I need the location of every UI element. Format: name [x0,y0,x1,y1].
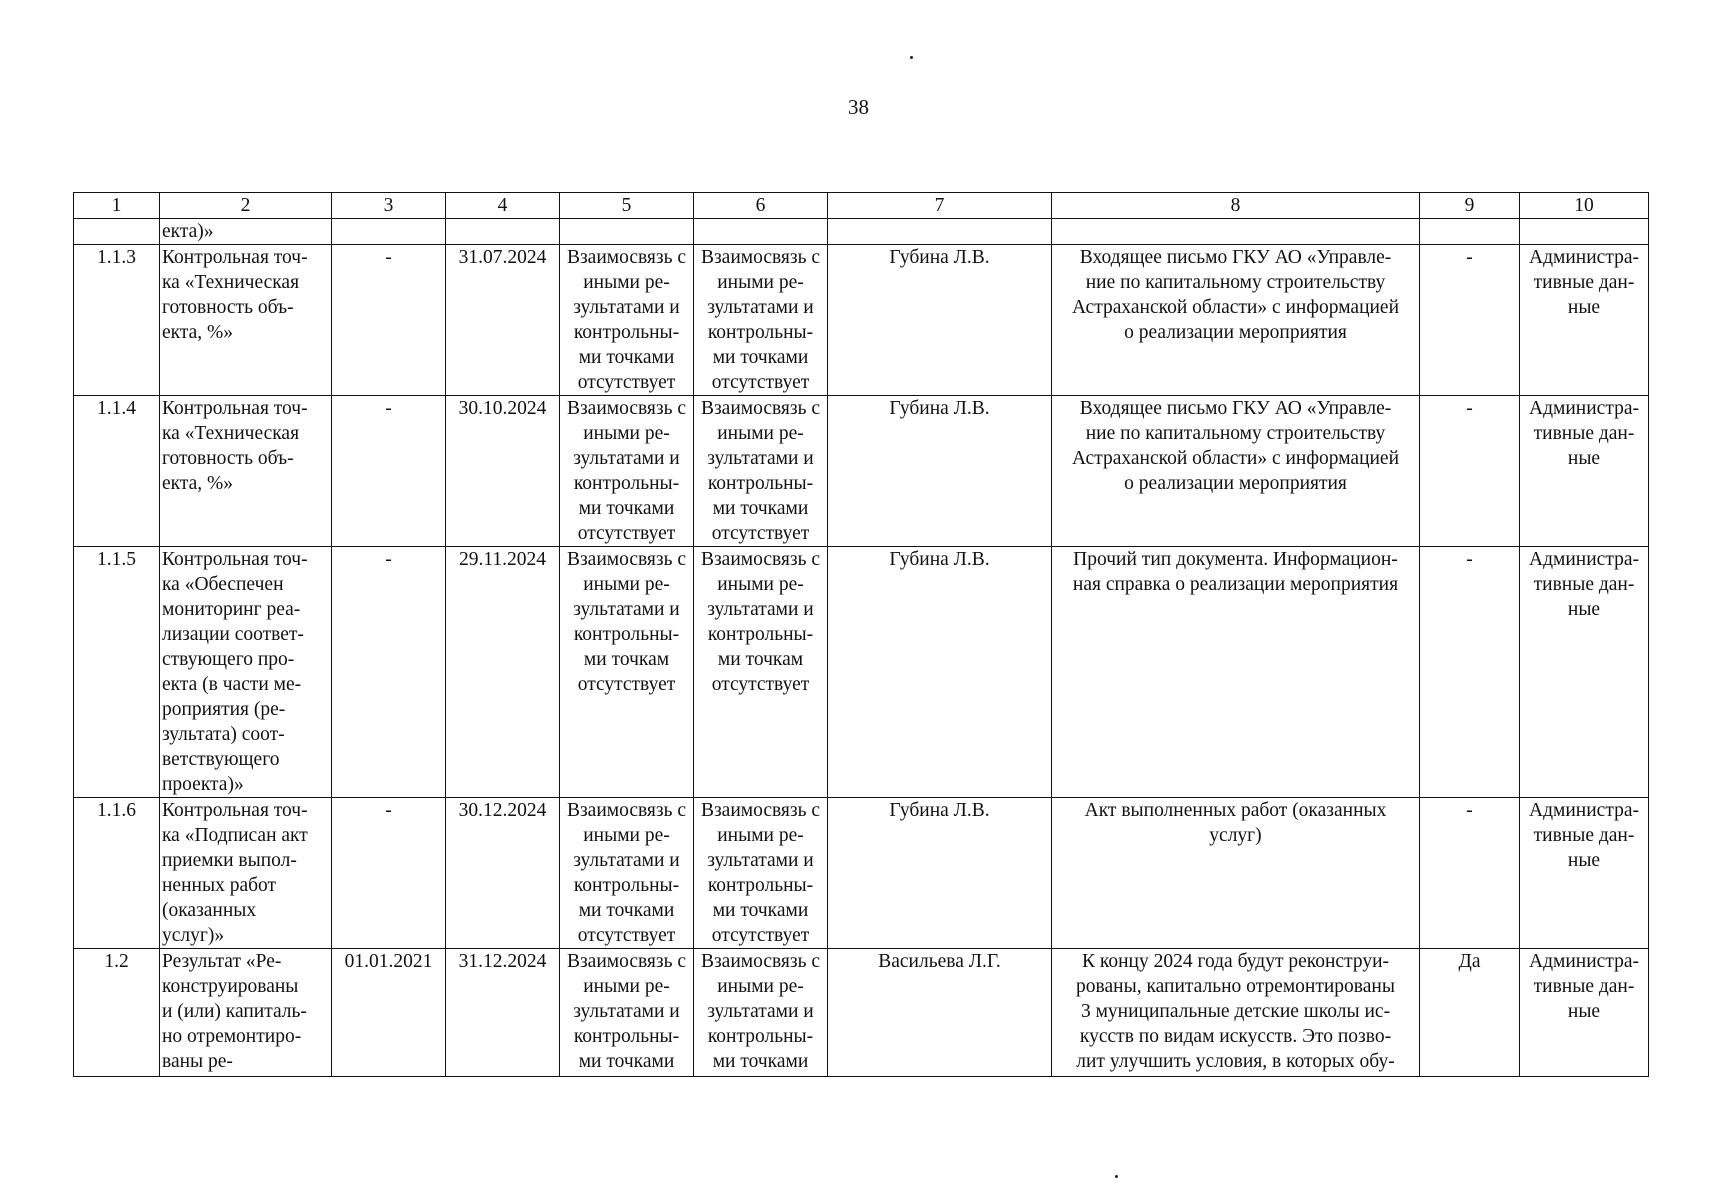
document-type-line: рованы, капитально отремонтированы [1076,976,1395,997]
header-cell: 4 [446,193,560,219]
table-row [74,949,1649,1077]
relation-prev-line: Взаимосвязь с [566,800,687,821]
event-name-line: готовность объ- [162,297,294,318]
document-type [1052,396,1420,547]
relation-prev-line: контрольны- [573,1026,680,1047]
header-cell: 2 [160,193,332,219]
responsible: Васильева Л.Г. [828,949,1052,1077]
event-name [160,949,332,1077]
scan-speck [1115,1175,1118,1178]
relation-next-line: иными ре- [717,574,804,595]
relation-prev-line: Взаимосвязь с [566,247,687,268]
start-date: - [332,396,446,547]
relation-prev-line: ми точкам [583,649,670,670]
relation-prev-line: ми точками [578,347,675,368]
data-source-line: ные [1567,850,1601,871]
relation-next-line: отсутствует [711,925,810,946]
event-name-line: лизации соответ- [162,624,304,645]
event-name-line: услуг)» [162,925,225,946]
header-row [74,193,1649,219]
table-row [74,798,1649,949]
relation-next-line: иными ре- [717,272,804,293]
relation-prev-line: ми точками [578,900,675,921]
data-source-line: тивные дан- [1533,423,1635,444]
event-name-line: ка «Обеспечен [162,574,284,595]
end-date: 30.12.2024 [446,798,560,949]
document-type [1052,798,1420,949]
page-number: 38 [848,95,869,119]
start-date: - [332,245,446,396]
relation-prev-line: отсутствует [577,925,676,946]
relation-prev-line: зультатами и [573,1001,680,1022]
relation-prev-line: контрольны- [573,322,680,343]
relation-next-line: ми точками [712,498,809,519]
relation-prev-line: иными ре- [583,423,670,444]
event-name-line: екта, %» [162,322,234,343]
relation-next-line: контрольны- [707,875,814,896]
data-source-line: Администра- [1529,549,1639,570]
relation-prev-line: контрольны- [573,624,680,645]
relation-next-line: контрольны- [707,473,814,494]
row-number: 1.1.5 [74,547,160,798]
relation-next-line: контрольны- [707,624,814,645]
document-type-line: Астраханской области» с информацией [1071,448,1400,469]
relation-next-line: зультатами и [707,448,814,469]
relation-prev-line: зультатами и [573,599,680,620]
table-row [74,547,1649,798]
event-name-line: Контрольная точ- [162,398,308,419]
event-name-line: ка «Техническая [162,423,300,444]
event-name-line: ненных работ [162,875,277,896]
relation-next-line: Взаимосвязь с [700,951,821,972]
event-name-line: екта (в части ме- [162,674,302,695]
document-type-line: 3 муниципальные детские школы ис- [1080,1001,1391,1022]
data-source-line: тивные дан- [1533,825,1635,846]
document-type-line: о реализации мероприятия [1124,322,1347,343]
relation-prev-line: отсутствует [577,674,676,695]
relation-prev-line: ми точками [578,1051,675,1072]
relation-next-line: Взаимосвязь с [700,247,821,268]
relation-next-line: зультатами и [707,850,814,871]
relation-next-line: контрольны- [707,322,814,343]
document-type-line: Прочий тип документа. Информацион- [1073,549,1398,570]
event-name-line: зультата) соот- [162,724,285,745]
relation-next-line: контрольны- [707,1026,814,1047]
responsible: Губина Л.В. [828,547,1052,798]
event-name [160,396,332,547]
event-name-line: ка «Техническая [162,272,300,293]
document-type-line: ние по капитальному строительству [1085,272,1386,293]
relation-next-line: ми точками [712,347,809,368]
relation-prev [560,245,694,396]
flag: - [1420,547,1520,798]
event-name-line: и (или) капиталь- [162,1001,307,1022]
start-date: - [332,547,446,798]
flag: - [1420,245,1520,396]
relation-next-line: Взаимосвязь с [700,398,821,419]
data-source [1520,396,1649,547]
row-number: 1.1.6 [74,798,160,949]
event-name-line: готовность объ- [162,448,294,469]
relation-next-line: зультатами и [707,599,814,620]
data-source-line: ные [1567,448,1601,469]
relation-next-line: ми точками [712,900,809,921]
header-cell: 6 [694,193,828,219]
header-cell: 3 [332,193,446,219]
data-source-line: Администра- [1529,398,1639,419]
relation-next-line: зультатами и [707,1001,814,1022]
event-name [160,798,332,949]
document-type-line: Входящее письмо ГКУ АО «Управле- [1079,398,1392,419]
relation-next-line: отсутствует [711,372,810,393]
header-cell: 1 [74,193,160,219]
document-type-line: ная справка о реализации мероприятия [1072,574,1399,595]
end-date: 31.07.2024 [446,245,560,396]
relation-prev-line: иными ре- [583,825,670,846]
event-name-line: приемки выпол- [162,850,297,871]
relation-prev-line: зультатами и [573,448,680,469]
row-number: 1.2 [74,949,160,1077]
document-type-line: о реализации мероприятия [1124,473,1347,494]
relation-prev-line: Взаимосвязь с [566,398,687,419]
relation-prev-line: Взаимосвязь с [566,951,687,972]
relation-next-line: иными ре- [717,825,804,846]
data-source-line: ные [1567,599,1601,620]
data-source-line: тивные дан- [1533,976,1635,997]
event-name-line: ваны ре- [162,1051,233,1072]
relation-next-line: ми точкам [717,649,804,670]
data-source [1520,798,1649,949]
relation-prev-line: отсутствует [577,372,676,393]
relation-prev-line: Взаимосвязь с [566,549,687,570]
table-row [74,245,1649,396]
relation-next [694,396,828,547]
event-name-line: Контрольная точ- [162,549,308,570]
relation-prev-line: контрольны- [573,473,680,494]
event-name-line: ка «Подписан акт [162,825,308,846]
relation-next [694,547,828,798]
document-type-line: кусств по видам искусств. Это позво- [1079,1026,1392,1047]
relation-prev [560,949,694,1077]
document-type-line: Входящее письмо ГКУ АО «Управле- [1079,247,1392,268]
relation-next-line: иными ре- [717,976,804,997]
continuation-row [74,219,1649,245]
relation-next [694,798,828,949]
relation-next-line: Взаимосвязь с [700,800,821,821]
event-name-line: Результат «Ре- [162,951,282,972]
event-name-line: ветствующего [162,749,280,770]
responsible: Губина Л.В. [828,798,1052,949]
document-type [1052,547,1420,798]
row-number: 1.1.3 [74,245,160,396]
relation-prev-line: иными ре- [583,272,670,293]
relation-next-line: иными ре- [717,423,804,444]
document-type [1052,245,1420,396]
end-date: 30.10.2024 [446,396,560,547]
relation-next [694,245,828,396]
relation-next-line: ми точками [712,1051,809,1072]
relation-prev [560,547,694,798]
flag: - [1420,396,1520,547]
continuation-text: екта)» [160,219,332,245]
data-source-line: Администра- [1529,247,1639,268]
relation-next-line: Взаимосвязь с [700,549,821,570]
event-name [160,245,332,396]
relation-prev-line: иными ре- [583,574,670,595]
event-name-line: конструированы [162,976,299,997]
data-source-line: ные [1567,1001,1601,1022]
document-type-line: Акт выполненных работ (оказанных [1084,800,1387,821]
plan-table [73,192,1649,1077]
document-type-line: Астраханской области» с информацией [1071,297,1400,318]
start-date: 01.01.2021 [332,949,446,1077]
responsible: Губина Л.В. [828,396,1052,547]
scan-speck [910,56,913,59]
event-name-line: (оказанных [162,900,257,921]
relation-next [694,949,828,1077]
relation-prev-line: ми точками [578,498,675,519]
header-cell: 5 [560,193,694,219]
event-name-line: роприятия (ре- [162,699,286,720]
document-type-line: ние по капитальному строительству [1085,423,1386,444]
relation-prev-line: отсутствует [577,523,676,544]
relation-prev [560,798,694,949]
data-source-line: ные [1567,297,1601,318]
data-source-line: тивные дан- [1533,574,1635,595]
event-name-line: Контрольная точ- [162,247,308,268]
document-type-line: К концу 2024 года будут реконструи- [1081,951,1390,972]
event-name-line: Контрольная точ- [162,800,308,821]
data-source-line: Администра- [1529,800,1639,821]
flag: Да [1420,949,1520,1077]
event-name-line: проекта)» [162,774,244,795]
data-source-line: тивные дан- [1533,272,1635,293]
event-name-line: ствующего про- [162,649,295,670]
data-source-line: Администра- [1529,951,1639,972]
event-name [160,547,332,798]
document-type-line: лит улучшить условия, в которых обу- [1076,1051,1395,1072]
header-cell: 10 [1520,193,1649,219]
data-source [1520,245,1649,396]
relation-next-line: зультатами и [707,297,814,318]
event-name-line: мониторинг реа- [162,599,301,620]
end-date: 31.12.2024 [446,949,560,1077]
document-type-line: услуг) [1209,825,1262,846]
row-number: 1.1.4 [74,396,160,547]
end-date: 29.11.2024 [446,547,560,798]
table-row [74,396,1649,547]
relation-prev-line: зультатами и [573,297,680,318]
header-cell: 7 [828,193,1052,219]
relation-next-line: отсутствует [711,674,810,695]
flag: - [1420,798,1520,949]
relation-prev-line: контрольны- [573,875,680,896]
event-name-line: но отремонтиро- [162,1026,302,1047]
data-source [1520,547,1649,798]
relation-prev-line: зультатами и [573,850,680,871]
header-cell: 8 [1052,193,1420,219]
relation-next-line: отсутствует [711,523,810,544]
event-name-line: екта, %» [162,473,234,494]
responsible: Губина Л.В. [828,245,1052,396]
relation-prev [560,396,694,547]
document-type [1052,949,1420,1077]
header-cell: 9 [1420,193,1520,219]
start-date: - [332,798,446,949]
data-source [1520,949,1649,1077]
relation-prev-line: иными ре- [583,976,670,997]
